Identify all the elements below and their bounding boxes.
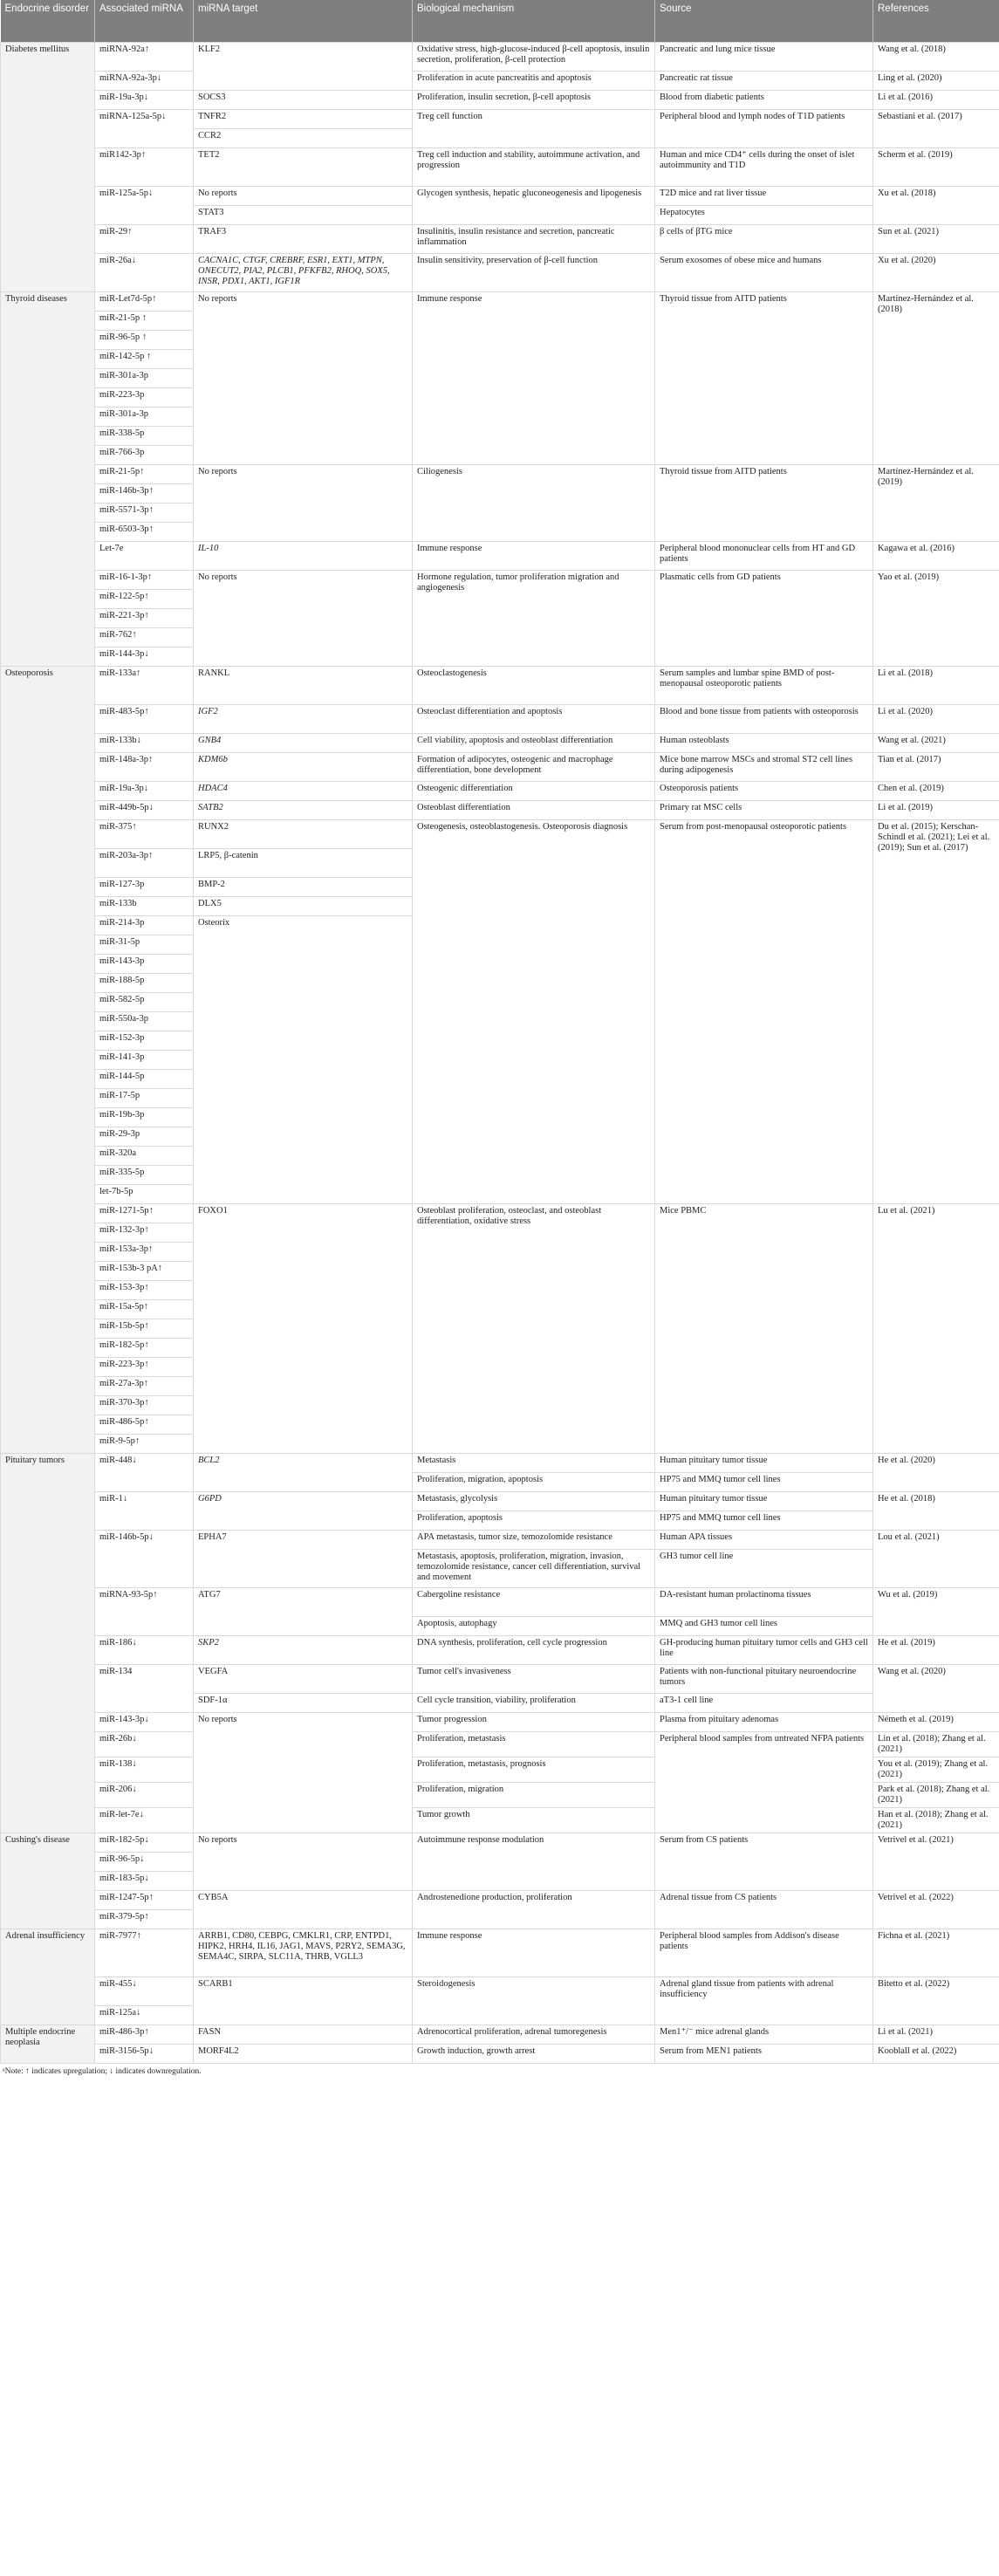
reference-cell: Kooblall et al. (2022) (873, 2044, 999, 2063)
mirna-cell: miR-133b (95, 896, 194, 915)
table-row (1, 1664, 999, 1693)
mechanism-cell: Treg cell function (413, 109, 655, 147)
mechanism-cell: Metastasis (413, 1453, 655, 1472)
source-cell: Serum from CS patients (655, 1833, 873, 1890)
table-row (1, 800, 999, 819)
mirna-cell: miR-19a-3p↓ (95, 781, 194, 800)
header-target: miRNA target (194, 0, 413, 42)
target-cell: BCL2 (194, 1453, 413, 1491)
reference-cell: He et al. (2020) (873, 1453, 999, 1491)
reference-cell: Németh et al. (2019) (873, 1712, 999, 1731)
source-cell: Peripheral blood mononuclear cells from HT and GD patients (655, 541, 873, 570)
target-cell: EPHA7 (194, 1530, 413, 1587)
source-cell: aT3-1 cell line (655, 1693, 873, 1712)
table-row (1, 42, 999, 71)
target-cell: IL-10 (194, 541, 413, 570)
target-cell: MORF4L2 (194, 2044, 413, 2063)
table-row (1, 1712, 999, 1731)
target-cell: SATB2 (194, 800, 413, 819)
target-cell: TET2 (194, 147, 413, 186)
header-mechanism: Biological mechanism (413, 0, 655, 42)
target-cell: G6PD (194, 1491, 413, 1530)
mirna-cell: miR-7977↑ (95, 1929, 194, 1977)
source-cell: Thyroid tissue from AITD patients (655, 291, 873, 464)
mirna-cell: miR142-3p↑ (95, 147, 194, 186)
source-cell: Mice bone marrow MSCs and stromal ST2 cell lines during adipogenesis (655, 752, 873, 781)
mirna-cell: miR-96-5p ↑ (95, 330, 194, 349)
table-row (1, 464, 999, 483)
mirna-cell: miR-182-5p↑ (95, 1338, 194, 1357)
disorder-cell: Pituitary tumors (1, 1453, 95, 1833)
mirna-cell: miR-320a (95, 1146, 194, 1165)
target-cell: VEGFA (194, 1664, 413, 1693)
mirna-cell: miR-153b-3 pA↑ (95, 1261, 194, 1280)
table-row (1, 1453, 999, 1472)
mirna-cell: miR-15b-5p↑ (95, 1319, 194, 1338)
reference-cell: Li et al. (2016) (873, 90, 999, 109)
mechanism-cell: Oxidative stress, high-glucose-induced β-cell apoptosis, insulin secretion, proliferation, β-cell protection (413, 42, 655, 71)
reference-cell: Tian et al. (2017) (873, 752, 999, 781)
mirna-cell: miR-370-3p↑ (95, 1395, 194, 1415)
source-cell: MMQ and GH3 tumor cell lines (655, 1616, 873, 1635)
header-source: Source (655, 0, 873, 42)
mirna-cell: miR-1↓ (95, 1491, 194, 1530)
table-row (1, 1890, 999, 1909)
disorder-cell: Osteoporosis (1, 666, 95, 1453)
mirna-cell: miR-let-7e↓ (95, 1807, 194, 1833)
reference-cell: Lin et al. (2018); Zhang et al. (2021) (873, 1731, 999, 1757)
mirna-cell: let-7b-5p (95, 1184, 194, 1203)
mirna-cell: miR-214-3p (95, 915, 194, 935)
source-cell: Peripheral blood samples from untreated NFPA patients (655, 1731, 873, 1833)
target-cell: CACNA1C, CTGF, CREBRF, ESR1, EXT1, MTPN, ONECUT2, PIA2, PLCB1, PFKFB2, RHOQ, SOX5, INSR, PDX1, AKT1, IGF1R (194, 253, 413, 291)
mirna-cell: miR-338-5p (95, 426, 194, 445)
source-cell: Human pituitary tumor tissue (655, 1453, 873, 1472)
mechanism-cell: Tumor growth (413, 1807, 655, 1833)
mirna-cell: miR-146b-5p↓ (95, 1530, 194, 1587)
target-cell: ATG7 (194, 1587, 413, 1635)
target-cell: ARRB1, CD80, CEBPG, CMKLR1, CRP, ENTPD1, HIPK2, HRH4, IL16, JAG1, MAVS, P2RY2, SEMA3G, SEMA4C, SIRPA, SLC11A, THRB, VGLL3 (194, 1929, 413, 1977)
mirna-cell: miR-301a-3p (95, 368, 194, 387)
mirna-cell: miR-21-5p ↑ (95, 311, 194, 330)
reference-cell: Sun et al. (2021) (873, 224, 999, 253)
target-cell: GNB4 (194, 733, 413, 752)
source-cell: Blood and bone tissue from patients with osteoporosis (655, 704, 873, 733)
source-cell: Plasma from pituitary adenomas (655, 1712, 873, 1731)
mirna-cell: miRNA-92a↑ (95, 42, 194, 71)
mirna-cell: miR-133b↓ (95, 733, 194, 752)
mirna-cell: miR-31-5p (95, 935, 194, 954)
source-cell: Adrenal tissue from CS patients (655, 1890, 873, 1929)
mirna-cell: miRNA-93-5p↑ (95, 1587, 194, 1635)
mirna-cell: miR-144-3p↓ (95, 647, 194, 666)
reference-cell: Yao et al. (2019) (873, 570, 999, 666)
mirna-cell: miR-203a-3p↑ (95, 848, 194, 877)
target-cell: CCR2 (194, 128, 413, 147)
mirna-cell: miR-122-5p↑ (95, 589, 194, 608)
table-row (1, 147, 999, 186)
table-row (1, 224, 999, 253)
mirna-cell: miR-146b-3p↑ (95, 483, 194, 503)
table-row (1, 253, 999, 291)
mirna-cell: miR-766-3p (95, 445, 194, 464)
mirna-cell: miR-335-5p (95, 1165, 194, 1184)
source-cell: Human osteoblasts (655, 733, 873, 752)
mirna-cell: miR-379-5p↑ (95, 1909, 194, 1929)
source-cell: Men1⁺/⁻ mice adrenal glands (655, 2024, 873, 2044)
mechanism-cell: Osteoblast differentiation (413, 800, 655, 819)
mechanism-cell: Metastasis, glycolysis (413, 1491, 655, 1511)
source-cell: Plasmatic cells from GD patients (655, 570, 873, 666)
mirna-cell: miR-455↓ (95, 1977, 194, 2005)
reference-cell: Martínez-Hernández et al. (2019) (873, 464, 999, 541)
target-cell: RANKL (194, 666, 413, 704)
mechanism-cell: Osteoclast differentiation and apoptosis (413, 704, 655, 733)
mirna-cell: miR-206↓ (95, 1782, 194, 1807)
target-cell: DLX5 (194, 896, 413, 915)
target-cell: No reports (194, 186, 413, 205)
reference-cell: Vetrivel et al. (2022) (873, 1890, 999, 1929)
mechanism-cell: Osteogenesis, osteoblastogenesis. Osteoporosis diagnosis (413, 819, 655, 1203)
mirna-cell: miR-1247-5p↑ (95, 1890, 194, 1909)
target-cell: KDM6b (194, 752, 413, 781)
target-cell: FASN (194, 2024, 413, 2044)
source-cell: Human pituitary tumor tissue (655, 1491, 873, 1511)
mirna-cell: miR-143-3p (95, 954, 194, 973)
source-cell: Human APA tissues (655, 1530, 873, 1549)
source-cell: Patients with non-functional pituitary neuroendocrine tumors (655, 1664, 873, 1693)
mirna-cell: miR-486-5p↑ (95, 1415, 194, 1434)
source-cell: Osteoporosis patients (655, 781, 873, 800)
mirna-cell: miR-449b-5p↓ (95, 800, 194, 819)
source-cell: Serum samples and lumbar spine BMD of post-menopausal osteoporotic patients (655, 666, 873, 704)
mirna-cell: miR-125a↓ (95, 2005, 194, 2024)
mirna-cell: miR-17-5p (95, 1088, 194, 1107)
mechanism-cell: Immune response (413, 1929, 655, 1977)
disorder-cell: Multiple endocrine neoplasia (1, 2024, 95, 2063)
mechanism-cell: Cabergoline resistance (413, 1587, 655, 1616)
table-row (1, 1833, 999, 1852)
mirna-cell: miR-188-5p (95, 973, 194, 992)
table-row (1, 819, 999, 848)
mirna-cell: miR-186↓ (95, 1635, 194, 1664)
disorder-cell: Thyroid diseases (1, 291, 95, 666)
source-cell: GH3 tumor cell line (655, 1549, 873, 1587)
mirna-cell: miR-143-3p↓ (95, 1712, 194, 1731)
mechanism-cell: Immune response (413, 291, 655, 464)
reference-cell: Bitetto et al. (2022) (873, 1977, 999, 2024)
reference-cell: Wang et al. (2020) (873, 1664, 999, 1712)
source-cell: Primary rat MSC cells (655, 800, 873, 819)
table-row (1, 1929, 999, 1977)
reference-cell: Vetrivel et al. (2021) (873, 1833, 999, 1890)
reference-cell: Fichna et al. (2021) (873, 1929, 999, 1977)
reference-cell: Sebastiani et al. (2017) (873, 109, 999, 147)
mirna-cell: miR-Let7d-5p↑ (95, 291, 194, 311)
table-row (1, 109, 999, 128)
target-cell: RUNX2 (194, 819, 413, 848)
mirna-cell: miR-152-3p (95, 1031, 194, 1050)
table-row (1, 752, 999, 781)
mechanism-cell: Proliferation, migration, apoptosis (413, 1472, 655, 1491)
source-cell: Serum exosomes of obese mice and humans (655, 253, 873, 291)
table-body (1, 42, 999, 2063)
table-row (1, 71, 999, 90)
source-cell: Mice PBMC (655, 1203, 873, 1453)
reference-cell: Ling et al. (2020) (873, 71, 999, 90)
reference-cell: Chen et al. (2019) (873, 781, 999, 800)
target-cell: No reports (194, 464, 413, 541)
mechanism-cell: Metastasis, apoptosis, proliferation, migration, invasion, temozolomide resistance, cancer cell differentiation, survival and movement (413, 1549, 655, 1587)
table-row (1, 90, 999, 109)
target-cell: SOCS3 (194, 90, 413, 109)
reference-cell: Scherm et al. (2019) (873, 147, 999, 186)
mechanism-cell: Glycogen synthesis, hepatic gluconeogenesis and lipogenesis (413, 186, 655, 224)
footnote: ᵃNote: ↑ indicates upregulation; ↓ indicates downregulation. (3, 2066, 202, 2076)
target-cell: No reports (194, 1833, 413, 1890)
mirna-cell: miR-16-1-3p↑ (95, 570, 194, 589)
mechanism-cell: Formation of adipocytes, osteogenic and macrophage differentiation, bone development (413, 752, 655, 781)
mirna-cell: miR-6503-3p↑ (95, 522, 194, 541)
target-cell: No reports (194, 570, 413, 666)
mirna-cell: miR-15a-5p↑ (95, 1299, 194, 1319)
header-mirna: Associated miRNA (95, 0, 194, 42)
reference-cell: Wu et al. (2019) (873, 1587, 999, 1635)
source-cell: Pancreatic and lung mice tissue (655, 42, 873, 71)
mirna-cell: Let-7e (95, 541, 194, 570)
disorder-cell: Adrenal insufficiency (1, 1929, 95, 2024)
mechanism-cell: Proliferation, metastasis (413, 1731, 655, 1757)
source-cell: Human and mice CD4⁺ cells during the onset of islet autoimmunity and T1D (655, 147, 873, 186)
reference-cell: Li et al. (2020) (873, 704, 999, 733)
mirna-cell: miRNA-92a-3p↓ (95, 71, 194, 90)
mirna-cell: miR-21-5p↑ (95, 464, 194, 483)
source-cell: β cells of βTG mice (655, 224, 873, 253)
mechanism-cell: Ciliogenesis (413, 464, 655, 541)
mirna-cell: miR-19b-3p (95, 1107, 194, 1127)
mirna-cell: miR-550a-3p (95, 1011, 194, 1031)
header-references: References (873, 0, 999, 42)
disorder-cell: Diabetes mellitus (1, 42, 95, 291)
mechanism-cell: Osteoblast proliferation, osteoclast, and osteoblast differentiation, oxidative stress (413, 1203, 655, 1453)
source-cell: Blood from diabetic patients (655, 90, 873, 109)
mirna-cell: miR-29-3p (95, 1127, 194, 1146)
reference-cell: Lu et al. (2021) (873, 1203, 999, 1453)
source-cell: Adrenal gland tissue from patients with adrenal insufficiency (655, 1977, 873, 2024)
mechanism-cell: Cell viability, apoptosis and osteoblast differentiation (413, 733, 655, 752)
mechanism-cell: Adrenocortical proliferation, adrenal tumoregenesis (413, 2024, 655, 2044)
disorder-cell: Cushing's disease (1, 1833, 95, 1929)
reference-cell: He et al. (2018) (873, 1491, 999, 1530)
mirna-cell: miR-27a-3p↑ (95, 1376, 194, 1395)
mechanism-cell: Steroidogenesis (413, 1977, 655, 2024)
mirna-cell: miR-142-5p ↑ (95, 349, 194, 368)
table-row (1, 1977, 999, 2005)
target-cell: No reports (194, 291, 413, 464)
mechanism-cell: Hormone regulation, tumor proliferation migration and angiogenesis (413, 570, 655, 666)
reference-cell: Kagawa et al. (2016) (873, 541, 999, 570)
target-cell: SCARB1 (194, 1977, 413, 2024)
source-cell: Peripheral blood and lymph nodes of T1D patients (655, 109, 873, 147)
mirna-cell: miR-153a-3p↑ (95, 1242, 194, 1261)
mechanism-cell: Tumor cell's invasiveness (413, 1664, 655, 1693)
mirna-cell: miR-3156-5p↓ (95, 2044, 194, 2063)
target-cell: IGF2 (194, 704, 413, 733)
mirna-cell: miR-301a-3p (95, 407, 194, 426)
mirna-cell: miR-375↑ (95, 819, 194, 848)
reference-cell: He et al. (2019) (873, 1635, 999, 1664)
target-cell: No reports (194, 1712, 413, 1833)
reference-cell: Lou et al. (2021) (873, 1530, 999, 1587)
table-row (1, 666, 999, 704)
mechanism-cell: Cell cycle transition, viability, proliferation (413, 1693, 655, 1712)
mirna-cell: miR-138↓ (95, 1757, 194, 1782)
mirna-cell: miR-26b↓ (95, 1731, 194, 1757)
target-cell: STAT3 (194, 205, 413, 224)
table-row (1, 1491, 999, 1511)
mechanism-cell: APA metastasis, tumor size, temozolomide resistance (413, 1530, 655, 1549)
mirna-cell: miR-96-5p↓ (95, 1852, 194, 1871)
mirna-cell: miR-26a↓ (95, 253, 194, 291)
reference-cell: Martínez-Hernández et al. (2018) (873, 291, 999, 464)
mechanism-cell: Immune response (413, 541, 655, 570)
mechanism-cell: Tumor progression (413, 1712, 655, 1731)
mirna-cell: miR-141-3p (95, 1050, 194, 1069)
mechanism-cell: Proliferation, migration (413, 1782, 655, 1807)
table-row (1, 1530, 999, 1549)
source-cell: Peripheral blood samples from Addison's disease patients (655, 1929, 873, 1977)
mirna-cell: miR-153-3p↑ (95, 1280, 194, 1299)
source-cell: DA-resistant human prolactinoma tissues (655, 1587, 873, 1616)
source-cell: T2D mice and rat liver tissue (655, 186, 873, 205)
mechanism-cell: Androstenedione production, proliferation (413, 1890, 655, 1929)
mirna-cell: miR-133a↑ (95, 666, 194, 704)
mechanism-cell: Osteoclastogenesis (413, 666, 655, 704)
source-cell: Thyroid tissue from AITD patients (655, 464, 873, 541)
table-row (1, 1203, 999, 1223)
mechanism-cell: Osteogenic differentiation (413, 781, 655, 800)
target-cell: TNFR2 (194, 109, 413, 128)
reference-cell: Xu et al. (2020) (873, 253, 999, 291)
mirna-cell: miR-1271-5p↑ (95, 1203, 194, 1223)
reference-cell: Park et al. (2018); Zhang et al. (2021) (873, 1782, 999, 1807)
table-row (1, 704, 999, 733)
reference-cell: You et al. (2019); Zhang et al. (2021) (873, 1757, 999, 1782)
mirna-cell: miR-29↑ (95, 224, 194, 253)
target-cell: SDF-1α (194, 1693, 413, 1712)
source-cell: GH-producing human pituitary tumor cells and GH3 cell line (655, 1635, 873, 1664)
mirna-cell: miR-134 (95, 1664, 194, 1712)
mechanism-cell: DNA synthesis, proliferation, cell cycle progression (413, 1635, 655, 1664)
mechanism-cell: Autoimmune response modulation (413, 1833, 655, 1890)
target-cell: LRP5, β-catenin (194, 848, 413, 877)
target-cell: BMP-2 (194, 877, 413, 896)
source-cell: Serum from MEN1 patients (655, 2044, 873, 2063)
reference-cell: Wang et al. (2018) (873, 42, 999, 71)
table-row (1, 570, 999, 589)
table-row (1, 781, 999, 800)
table-row (1, 1635, 999, 1664)
table-row (1, 1587, 999, 1616)
target-cell: SKP2 (194, 1635, 413, 1664)
target-cell: Osteorix (194, 915, 413, 1203)
table-row (1, 541, 999, 570)
mirna-cell: miR-582-5p (95, 992, 194, 1011)
mirna-cell: miR-132-3p↑ (95, 1223, 194, 1242)
table-row (1, 2024, 999, 2044)
mirna-cell: miR-223-3p↑ (95, 1357, 194, 1376)
target-cell: HDAC4 (194, 781, 413, 800)
reference-cell: Li et al. (2018) (873, 666, 999, 704)
source-cell: Pancreatic rat tissue (655, 71, 873, 90)
mirna-cell: miR-19a-3p↓ (95, 90, 194, 109)
mechanism-cell: Insulinitis, insulin resistance and secretion, pancreatic inflammation (413, 224, 655, 253)
source-cell: HP75 and MMQ tumor cell lines (655, 1472, 873, 1491)
target-cell: TRAF3 (194, 224, 413, 253)
reference-cell: Xu et al. (2018) (873, 186, 999, 224)
table-row (1, 2044, 999, 2063)
mirna-cell: miR-448↓ (95, 1453, 194, 1491)
mechanism-cell: Proliferation, metastasis, prognosis (413, 1757, 655, 1782)
mirna-cell: miR-9-5p↑ (95, 1434, 194, 1453)
mirna-cell: miR-5571-3p↑ (95, 503, 194, 522)
mirna-cell: miR-144-5p (95, 1069, 194, 1088)
mechanism-cell: Apoptosis, autophagy (413, 1616, 655, 1635)
mechanism-cell: Insulin sensitivity, preservation of β-cell function (413, 253, 655, 291)
table-row (1, 291, 999, 311)
mirna-cell: miR-486-3p↑ (95, 2024, 194, 2044)
mechanism-cell: Proliferation, apoptosis (413, 1511, 655, 1530)
table-row (1, 1731, 999, 1757)
reference-cell: Li et al. (2021) (873, 2024, 999, 2044)
source-cell: Serum from post-menopausal osteoporotic patients (655, 819, 873, 1203)
mirna-cell: miR-125a-5p↓ (95, 186, 194, 224)
reference-cell: Du et al. (2015); Kerschan-Schindl et al. (2021); Lei et al. (2019); Sun et al. (2017) (873, 819, 999, 1203)
mechanism-cell: Proliferation, insulin secretion, β-cell apoptosis (413, 90, 655, 109)
target-cell: CYB5A (194, 1890, 413, 1929)
mirna-cell: miR-483-5p↑ (95, 704, 194, 733)
target-cell: KLF2 (194, 42, 413, 90)
mechanism-cell: Proliferation in acute pancreatitis and apoptosis (413, 71, 655, 90)
mirna-cell: miR-183-5p↓ (95, 1871, 194, 1890)
mirna-cell: miR-221-3p↑ (95, 608, 194, 627)
mirna-cell: miR-182-5p↓ (95, 1833, 194, 1852)
mechanism-cell: Treg cell induction and stability, autoimmune activation, and progression (413, 147, 655, 186)
header-disorder: Endocrine disorder (1, 0, 95, 42)
source-cell: Hepatocytes (655, 205, 873, 224)
header-row (1, 0, 999, 42)
target-cell: FOXO1 (194, 1203, 413, 1453)
reference-cell: Han et al. (2018); Zhang et al. (2021) (873, 1807, 999, 1833)
reference-cell: Li et al. (2019) (873, 800, 999, 819)
mirna-cell: miR-762↑ (95, 627, 194, 647)
mirna-cell: miR-148a-3p↑ (95, 752, 194, 781)
table-row (1, 186, 999, 205)
reference-cell: Wang et al. (2021) (873, 733, 999, 752)
mirna-cell: miR-223-3p (95, 387, 194, 407)
mechanism-cell: Growth induction, growth arrest (413, 2044, 655, 2063)
source-cell: HP75 and MMQ tumor cell lines (655, 1511, 873, 1530)
mirna-cell: miR-127-3p (95, 877, 194, 896)
mirna-cell: miRNA-125a-5p↓ (95, 109, 194, 147)
table-row (1, 733, 999, 752)
